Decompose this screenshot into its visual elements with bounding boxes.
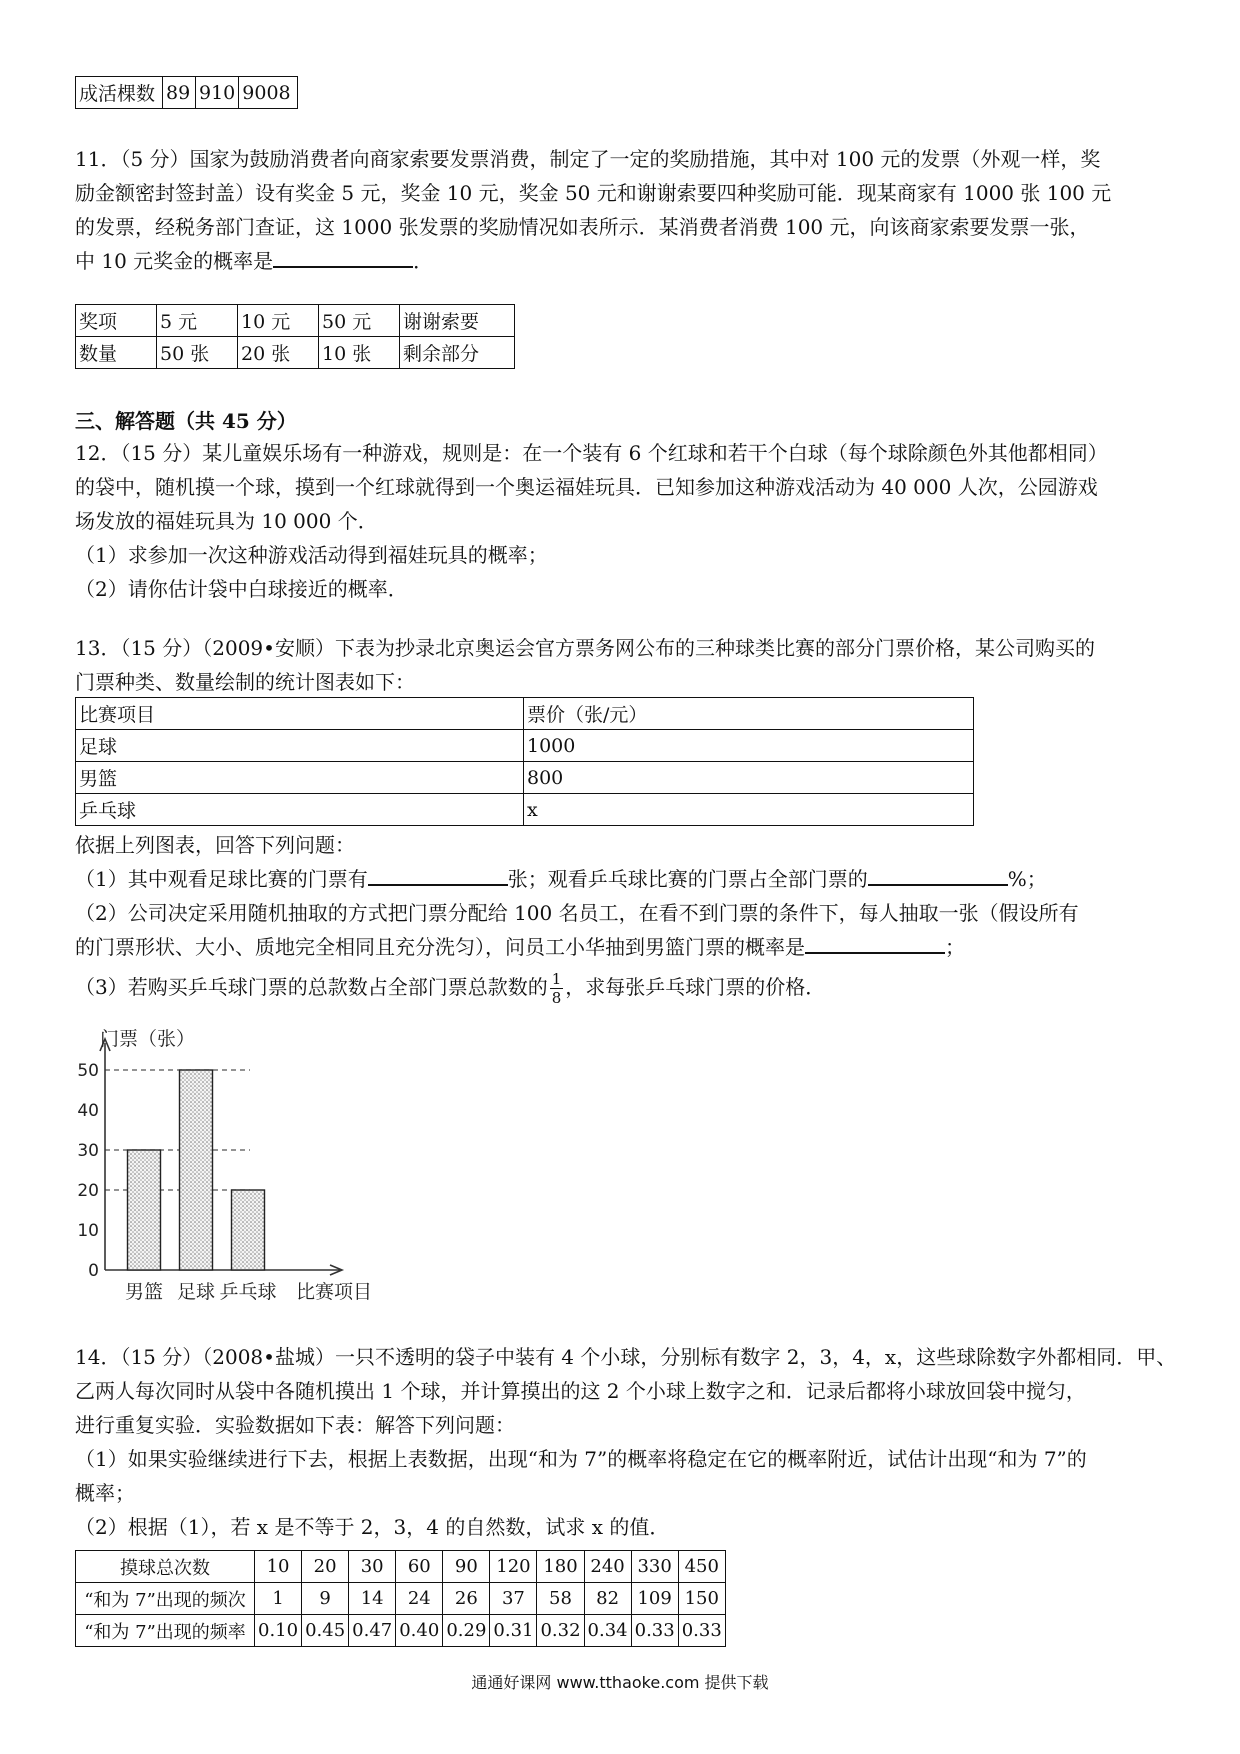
table-row [76,1551,726,1583]
table-cell: 0.47 [349,1615,396,1647]
table-cell: 50 张 [157,337,238,369]
answer-blank[interactable] [273,246,413,268]
table-cell: 30 [349,1551,396,1583]
question-line [75,970,1170,1007]
table-cell: 150 [678,1583,725,1615]
question-line: 概率； [75,1481,135,1505]
table-cell: 20 张 [238,337,319,369]
question-line: 的发票，经税务部门查证，这 1000 张发票的奖励情况如表所示．某消费者消费 100 元，向该商家索要发票一张， [75,215,1090,239]
table-cell: 50 元 [319,305,400,337]
question-text: ，求每张乒乓球门票的价格． [565,975,826,999]
question-line: 的袋中，随机摸一个球，摸到一个红球就得到一个奥运福娃玩具．已知参加这种游戏活动为 40 000 人次，公园游戏 [75,475,1098,499]
answer-blank[interactable] [868,864,1008,886]
table-cell: 910 [196,77,239,109]
question-line: 11．（5 分）国家为鼓励消费者向商家索要发票消费，制定了一定的奖励措施，其中对 100 元的发票（外观一样，奖 [75,147,1101,171]
question-13-part3 [75,970,1170,1007]
table-cell: 800 [524,762,974,794]
question-line: 励金额密封签封盖）设有奖金 5 元，奖金 10 元，奖金 50 元和谢谢索要四种奖励可能．现某商家有 1000 张 100 元 [75,181,1112,205]
table-cell: 89 [163,77,196,109]
bar [128,1150,161,1270]
table-cell: 26 [443,1583,490,1615]
question-text: 中 10 元奖金的概率是 [75,249,274,273]
table-cell: 14 [349,1583,396,1615]
table-cell: 120 [490,1551,537,1583]
question-line: 13．（15 分）（2009•安顺）下表为抄录北京奥运会官方票务网公布的三种球类比赛的部分门票价格，某公司购买的 [75,636,1095,660]
table-cell: 奖项 [76,305,157,337]
table-row [76,337,515,369]
x-tick-label: 乒乓球 [219,1281,277,1303]
table-cell: 37 [490,1583,537,1615]
table-cell: 240 [584,1551,631,1583]
seedling-table [75,76,298,109]
question-13 [75,631,1170,699]
table-cell: 谢谢索要 [400,305,515,337]
table-cell: 9008 [239,77,298,109]
fraction-numerator: 1 [551,970,562,988]
table-cell: 0.34 [584,1615,631,1647]
table-cell: 男篮 [76,762,524,794]
question-text: ； [945,935,965,959]
table-row [76,1583,726,1615]
question-11 [75,142,1170,278]
page-footer: 通通好课网 www.tthaoke.com 提供下载 [471,1673,769,1692]
question-line [75,862,1170,896]
question-line [75,244,1170,278]
table-row [76,305,515,337]
table-cell: 450 [678,1551,725,1583]
table-cell: 0.45 [302,1615,349,1647]
table-cell: 票价（张/元） [524,698,974,730]
table-cell: 0.40 [396,1615,443,1647]
question-13-subquestions [75,828,1170,964]
y-tick-label: 10 [77,1221,99,1241]
chart-plot-area [77,1028,372,1303]
table-cell: 20 [302,1551,349,1583]
question-line: 门票种类、数量绘制的统计图表如下： [75,670,415,694]
question-line [75,930,1170,964]
table-cell: 摸球总次数 [76,1551,255,1583]
question-line: 12．（15 分）某儿童娱乐场有一种游戏，规则是：在一个装有 6 个红球和若干个白球（每个球除颜色外其他都相同） [75,441,1108,465]
table-cell: “和为 7”出现的频率 [76,1615,255,1647]
table-cell: 82 [584,1583,631,1615]
y-tick-label: 0 [88,1261,99,1281]
table-row [76,77,298,109]
question-line: （1）求参加一次这种游戏活动得到福娃玩具的概率； [75,543,548,567]
question-line: 14．（15 分）（2008•盐城）一只不透明的袋子中装有 4 个小球，分别标有数字 2，3，4，x，这些球除数字外都相同．甲、 [75,1345,1177,1369]
table-row [76,794,974,826]
experiment-table [75,1550,726,1647]
table-cell: 180 [537,1551,584,1583]
table-row [76,698,974,730]
table-cell: 109 [631,1583,678,1615]
table-cell: 330 [631,1551,678,1583]
y-axis-label: 门票（张） [100,1028,196,1050]
table-cell: 1000 [524,730,974,762]
table-cell: 10 张 [319,337,400,369]
prize-table [75,304,515,369]
table-cell: 0.31 [490,1615,537,1647]
table-cell: 58 [537,1583,584,1615]
table-cell: 成活棵数 [76,77,163,109]
question-text: 的门票形状、大小、质地完全相同且充分洗匀），问员工小华抽到男篮门票的概率是 [75,935,805,959]
table-cell: 9 [302,1583,349,1615]
question-text: （1）其中观看足球比赛的门票有 [75,867,368,891]
table-cell: 24 [396,1583,443,1615]
y-tick-label: 40 [77,1101,99,1121]
table-row [76,1615,726,1647]
ticket-price-table [75,697,974,826]
fraction [550,970,564,1007]
question-text: %； [1007,867,1047,891]
x-tick-label: 足球 [176,1281,216,1303]
x-axis-label: 比赛项目 [295,1281,373,1303]
table-cell: 5 元 [157,305,238,337]
answer-blank[interactable] [368,864,508,886]
table-cell: 数量 [76,337,157,369]
question-14 [75,1340,1177,1544]
question-line: 进行重复实验．实验数据如下表：解答下列问题： [75,1413,515,1437]
question-line: （2）公司决定采用随机抽取的方式把门票分配给 100 名员工，在看不到门票的条件下，每人抽取一张（假设所有 [75,901,1079,925]
question-text: ． [413,249,434,273]
table-cell: 乒乓球 [76,794,524,826]
table-row [76,730,974,762]
question-text: 张；观看乒乓球比赛的门票占全部门票的 [507,867,868,891]
question-line: （2）根据（1），若 x 是不等于 2，3，4 的自然数，试求 x 的值． [75,1515,670,1539]
question-line: （1）如果实验继续进行下去，根据上表数据，出现“和为 7”的概率将稳定在它的概率附近，试估计出现“和为 7”的 [75,1447,1087,1471]
question-line: （2）请你估计袋中白球接近的概率． [75,577,408,601]
table-cell: 0.33 [678,1615,725,1647]
table-cell: 10 元 [238,305,319,337]
y-tick-label: 30 [77,1141,99,1161]
table-cell: 90 [443,1551,490,1583]
question-line: 乙两人每次同时从袋中各随机摸出 1 个球，并计算摸出的这 2 个小球上数字之和．记录后都将小球放回袋中搅匀， [75,1379,1086,1403]
ticket-bar-chart [70,1025,430,1315]
table-cell: 0.32 [537,1615,584,1647]
table-row [76,762,974,794]
question-text: （3）若购买乒乓球门票的总款数占全部门票总款数的 [75,975,548,999]
answer-blank[interactable] [805,932,945,954]
y-tick-label: 50 [77,1061,99,1081]
question-line: 场发放的福娃玩具为 10 000 个． [75,509,378,533]
table-cell: 1 [255,1583,302,1615]
bar [180,1070,213,1270]
table-cell: 0.10 [255,1615,302,1647]
question-12 [75,436,1170,606]
table-cell: “和为 7”出现的频次 [76,1583,255,1615]
table-cell: 0.33 [631,1615,678,1647]
table-cell: 足球 [76,730,524,762]
table-cell: 10 [255,1551,302,1583]
table-cell: x [524,794,974,826]
y-tick-label: 20 [77,1181,99,1201]
x-tick-label: 男篮 [124,1281,164,1303]
table-cell: 剩余部分 [400,337,515,369]
fraction-denominator: 8 [551,989,562,1007]
section-heading: 三、解答题（共 45 分） [75,409,297,433]
question-line: 依据上列图表，回答下列问题： [75,833,355,857]
table-cell: 比赛项目 [76,698,524,730]
table-cell: 0.29 [443,1615,490,1647]
table-cell: 60 [396,1551,443,1583]
bar [232,1190,265,1270]
